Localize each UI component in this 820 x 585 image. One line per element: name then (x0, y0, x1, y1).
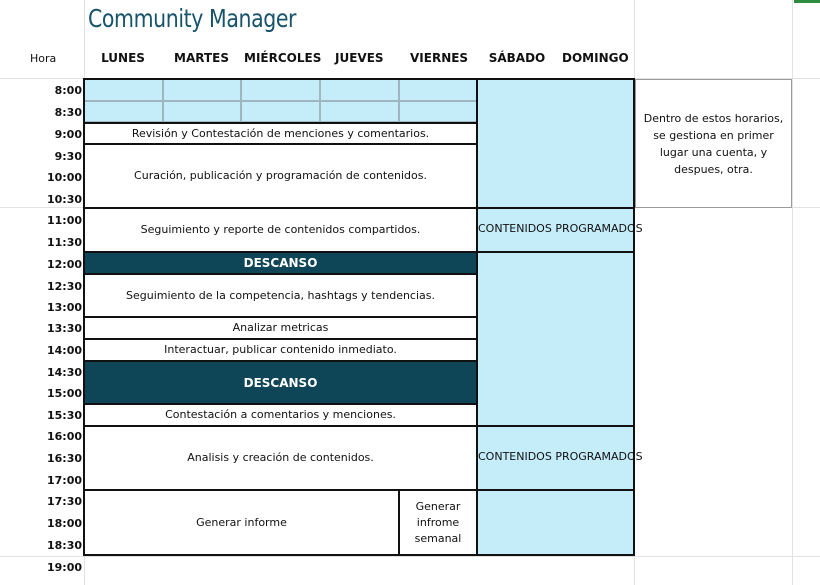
slot-cell[interactable] (84, 101, 163, 122)
activity-revision[interactable]: Revisión y Contestación de menciones y comentarios. (83, 122, 478, 145)
time-label: 19:00 (46, 561, 82, 574)
time-label: 15:30 (46, 409, 82, 422)
time-label: 9:30 (54, 150, 82, 163)
time-label: 18:30 (46, 539, 82, 552)
slot-cell[interactable] (399, 101, 477, 122)
page-title: Community Manager (88, 4, 297, 33)
table-top-border (83, 78, 477, 80)
slot-cell[interactable] (320, 79, 399, 101)
weekend-block-2[interactable] (476, 251, 635, 427)
slot-cell[interactable] (163, 101, 241, 122)
slot-cell[interactable] (163, 79, 241, 101)
weekend-block-1[interactable] (476, 78, 635, 209)
slot-cell[interactable] (241, 101, 320, 122)
break-descanso-1: DESCANSO (83, 251, 478, 275)
activity-curacion[interactable]: Curación, publicación y programación de contenidos. (83, 143, 478, 209)
day-header-martes: MARTES (174, 51, 229, 65)
day-header-sabado: SÁBADO (488, 51, 546, 65)
slot-cell[interactable] (84, 79, 163, 101)
slot-cell[interactable] (320, 101, 399, 122)
time-label: 16:30 (46, 452, 82, 465)
time-label: 10:00 (46, 171, 82, 184)
time-label: 9:00 (54, 128, 82, 141)
time-label: 11:00 (46, 214, 82, 227)
break-descanso-2: DESCANSO (83, 360, 478, 405)
hora-header: Hora (30, 52, 57, 65)
activity-contestacion[interactable]: Contestación a comentarios y menciones. (83, 403, 478, 427)
activity-seguimiento[interactable]: Seguimiento y reporte de contenidos compartidos. (83, 207, 478, 253)
time-label: 13:30 (46, 322, 82, 335)
day-header-domingo: DOMINGO (562, 51, 629, 65)
day-header-miercoles: MIÉRCOLES (244, 51, 322, 65)
day-header-lunes: LUNES (101, 51, 145, 65)
time-label: 12:00 (46, 258, 82, 271)
slot-cell[interactable] (399, 79, 477, 101)
time-label: 10:30 (46, 193, 82, 206)
time-label: 15:00 (46, 387, 82, 400)
activity-generar-informe[interactable]: Generar informe (83, 489, 400, 556)
time-label: 13:00 (46, 301, 82, 314)
weekend-programados-label-1: CONTENIDOS PROGRAMADOS (478, 222, 643, 235)
time-label: 14:00 (46, 344, 82, 357)
window-edge (794, 0, 820, 3)
activity-analisis[interactable]: Analisis y creación de contenidos. (83, 425, 478, 491)
schedule-note: Dentro de estos horarios, se gestiona en primer lugar una cuenta, y despues, otra. (635, 79, 792, 208)
activity-competencia[interactable]: Seguimiento de la competencia, hashtags y tendencias. (83, 273, 478, 318)
time-label: 12:30 (46, 280, 82, 293)
activity-interactuar[interactable]: Interactuar, publicar contenido inmediato. (83, 338, 478, 362)
activity-metricas[interactable]: Analizar metricas (83, 316, 478, 340)
time-label: 8:00 (54, 84, 82, 97)
time-label: 11:30 (46, 236, 82, 249)
time-label: 16:00 (46, 430, 82, 443)
weekend-block-3[interactable] (476, 489, 635, 556)
time-label: 17:00 (46, 474, 82, 487)
time-label: 14:30 (46, 366, 82, 379)
day-header-jueves: JUEVES (335, 51, 384, 65)
time-label: 18:00 (46, 517, 82, 530)
time-label: 17:30 (46, 495, 82, 508)
weekend-programados-label-2: CONTENIDOS PROGRAMADOS (478, 450, 643, 463)
slot-cell[interactable] (241, 79, 320, 101)
time-label: 8:30 (54, 106, 82, 119)
day-header-viernes: VIERNES (410, 51, 469, 65)
activity-informe-semanal[interactable]: Generar infrome semanal (398, 489, 478, 556)
